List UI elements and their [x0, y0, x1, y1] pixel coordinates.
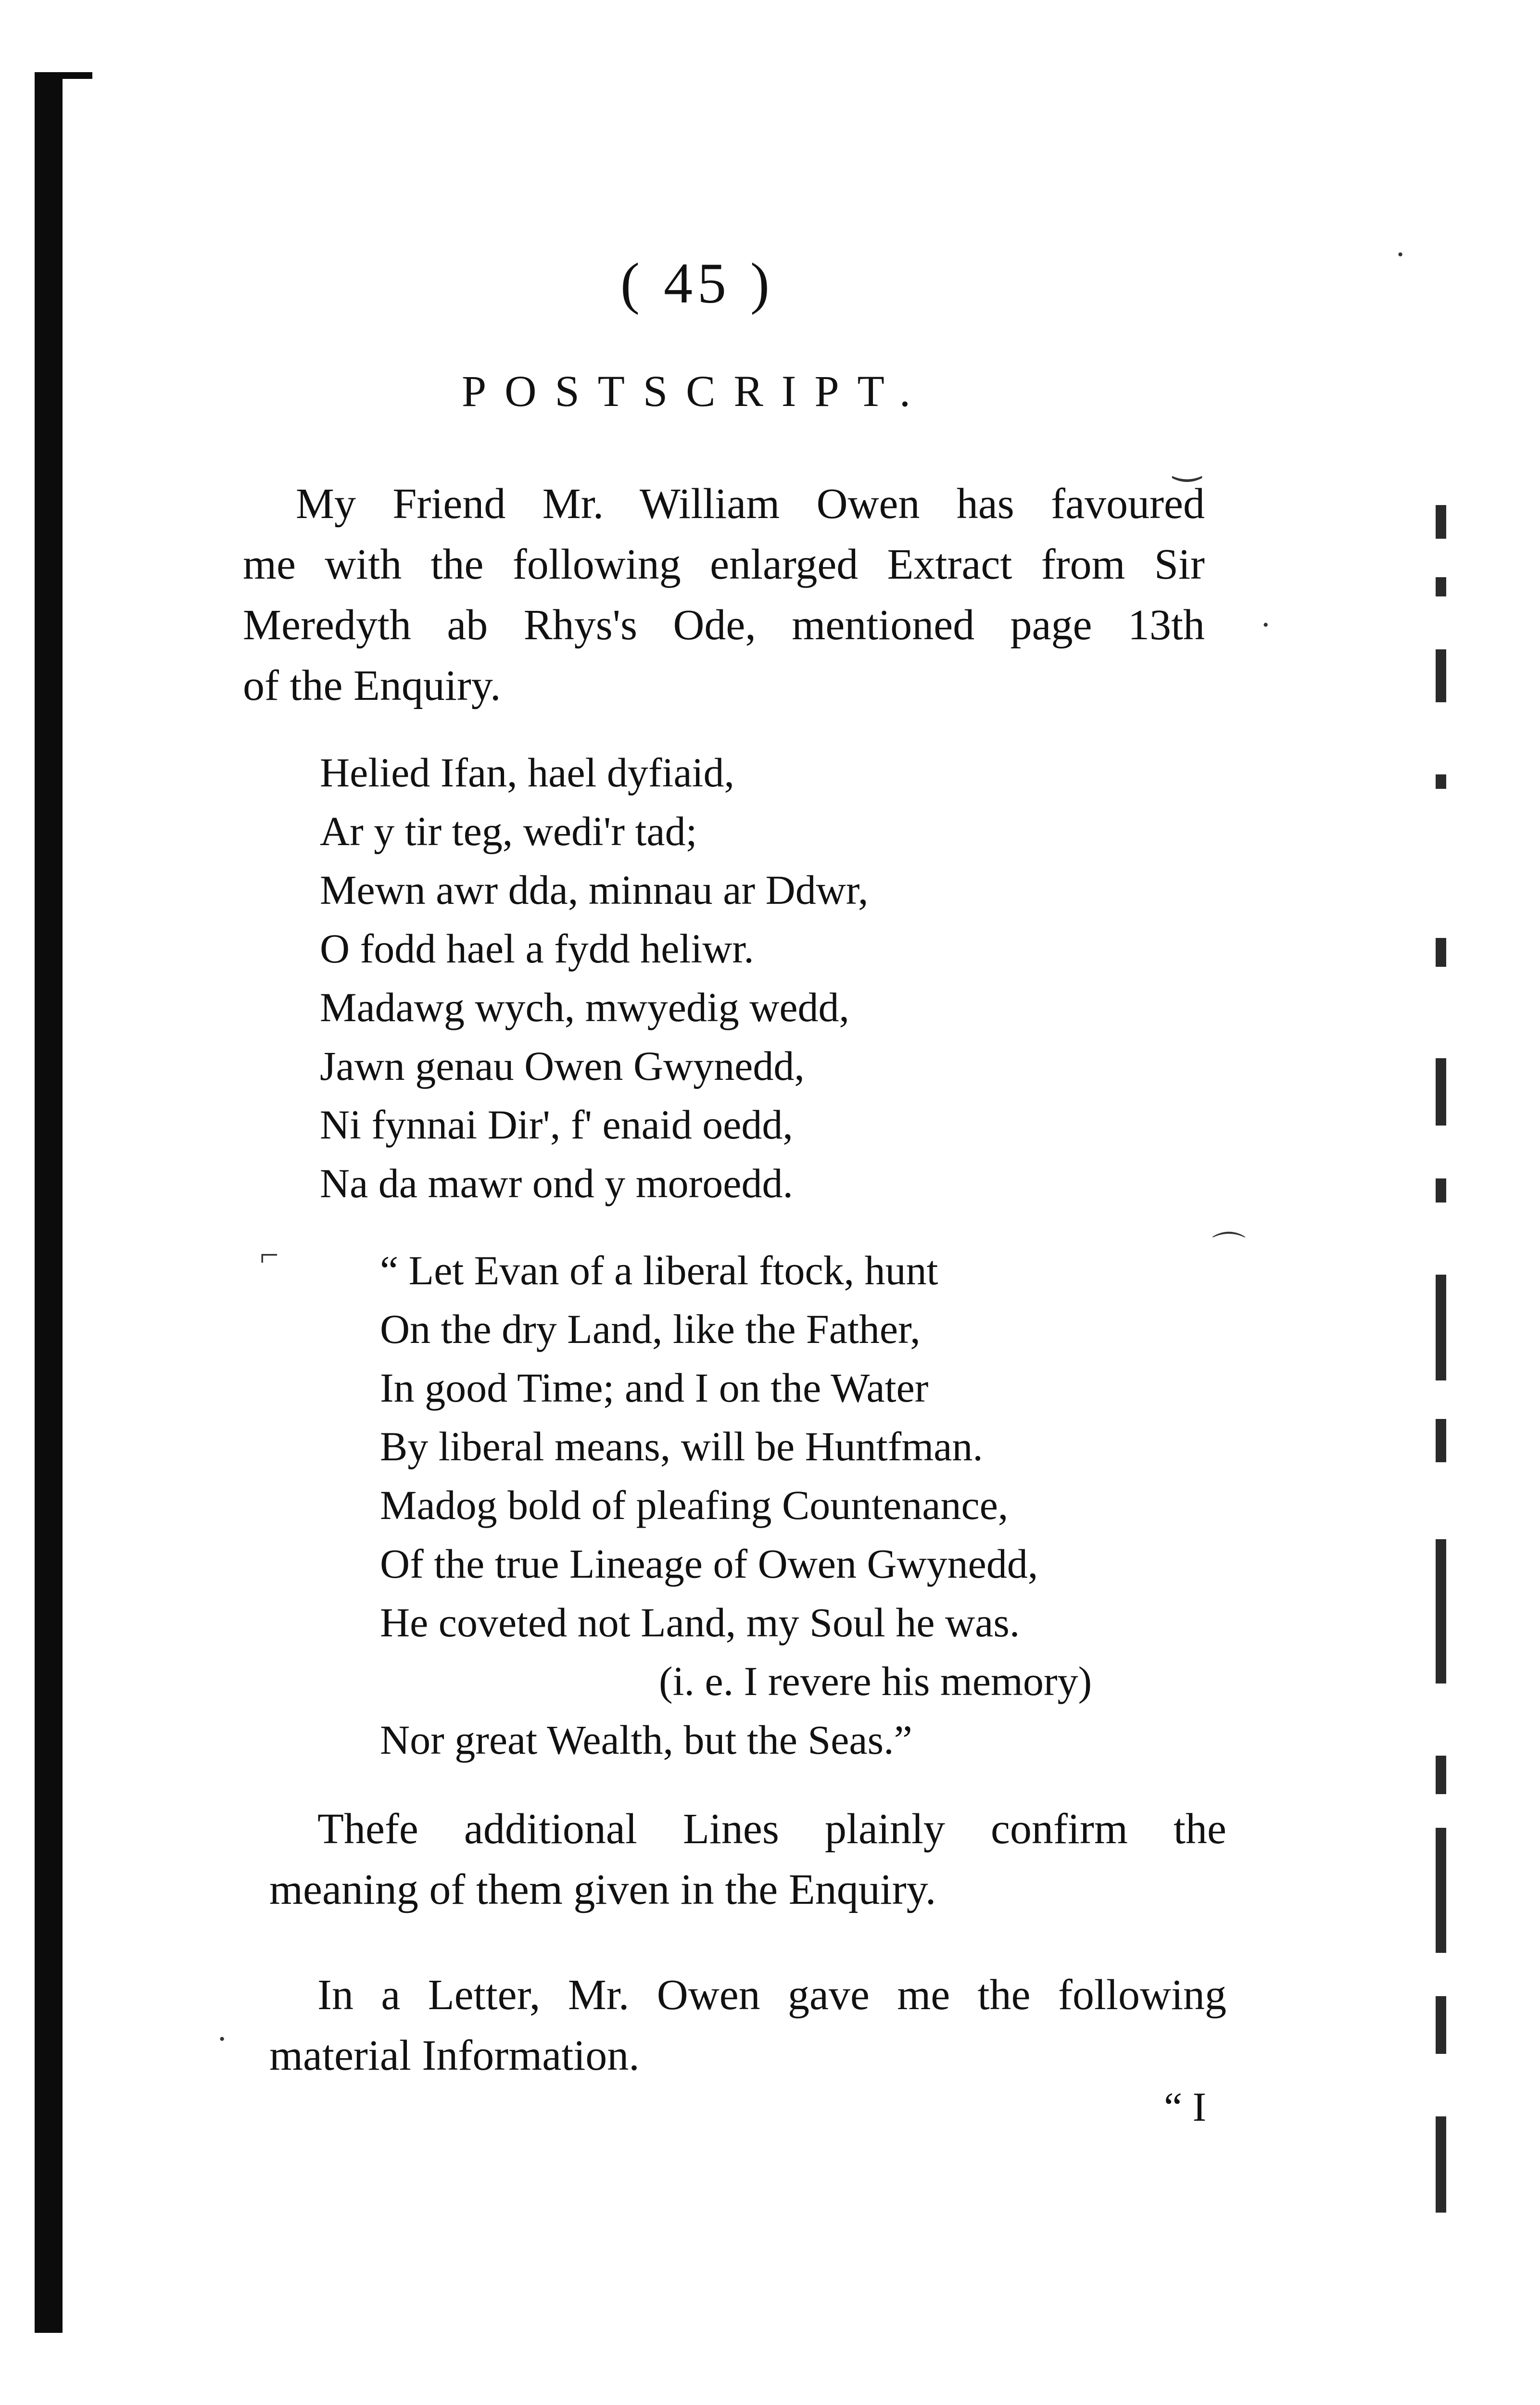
- specks: ⌐: [260, 1237, 279, 1274]
- specks: ·: [216, 2021, 228, 2058]
- text-line: meaning of them given in the Enquiry.: [269, 1866, 936, 1913]
- welsh-verse: [320, 743, 869, 1213]
- binding-shadow-top: [35, 72, 92, 79]
- text-line: Thefe additional Lines plainly confirm the: [317, 1805, 1226, 1853]
- binding-shadow: [35, 72, 63, 2333]
- verse-line: Ar y tir teg, wedi'r tad;: [320, 808, 697, 854]
- verse-line: Of the true Lineage of Owen Gwynedd,: [380, 1541, 1038, 1587]
- specks: ⌒: [1212, 1231, 1246, 1268]
- verse-line: O fodd hael a fydd heliwr.: [320, 925, 754, 972]
- verse-line: “ Let Evan of a liberal ftock, hunt: [380, 1247, 938, 1293]
- intro-paragraph: [243, 474, 1205, 716]
- confirm-paragraph: [269, 1799, 1226, 1920]
- verse-line: Nor great Wealth, but the Seas.”: [380, 1717, 912, 1763]
- verse-line: Jawn genau Owen Gwynedd,: [320, 1043, 805, 1089]
- specks: ·: [1260, 607, 1272, 644]
- verse-line: Madog bold of pleafing Countenance,: [380, 1482, 1009, 1528]
- english-translation: [380, 1241, 1092, 1769]
- specks: ·: [1395, 236, 1406, 273]
- verse-line: He coveted not Land, my Soul he was.: [380, 1599, 1020, 1646]
- text-line: My Friend Mr. William Owen has favoured: [296, 480, 1205, 528]
- verse-line: Ni fynnai Dir', f' enaid oedd,: [320, 1101, 793, 1148]
- verse-note: (i. e. I revere his memory): [659, 1658, 1092, 1704]
- text-line: of the Enquiry.: [243, 662, 501, 709]
- verse-line: Helied Ifan, hael dyfiaid,: [320, 749, 735, 796]
- text-line: material Information.: [269, 2032, 640, 2079]
- postscript-heading: POSTSCRIPT.: [462, 367, 929, 416]
- catchword: “ I: [1164, 2084, 1207, 2130]
- page-number: ( 45 ): [620, 251, 774, 315]
- text-line: me with the following enlarged Extract from Sir: [243, 541, 1205, 588]
- verse-line: Mewn awr dda, minnau ar Ddwr,: [320, 867, 869, 913]
- verse-line: Madawg wych, mwyedig wedd,: [320, 984, 850, 1030]
- verse-line: In good Time; and I on the Water: [380, 1365, 929, 1411]
- specks: ‿: [1174, 444, 1201, 481]
- verse-line: By liberal means, will be Huntfman.: [380, 1423, 983, 1469]
- verse-line: On the dry Land, like the Father,: [380, 1306, 921, 1352]
- text-line: Meredyth ab Rhys's Ode, mentioned page 13th: [243, 601, 1205, 649]
- text-line: In a Letter, Mr. Owen gave me the following: [317, 1971, 1226, 2019]
- page-edge-noise: [1436, 505, 1446, 2237]
- verse-line: Na da mawr ond y moroedd.: [320, 1160, 793, 1206]
- letter-paragraph: [269, 1965, 1226, 2086]
